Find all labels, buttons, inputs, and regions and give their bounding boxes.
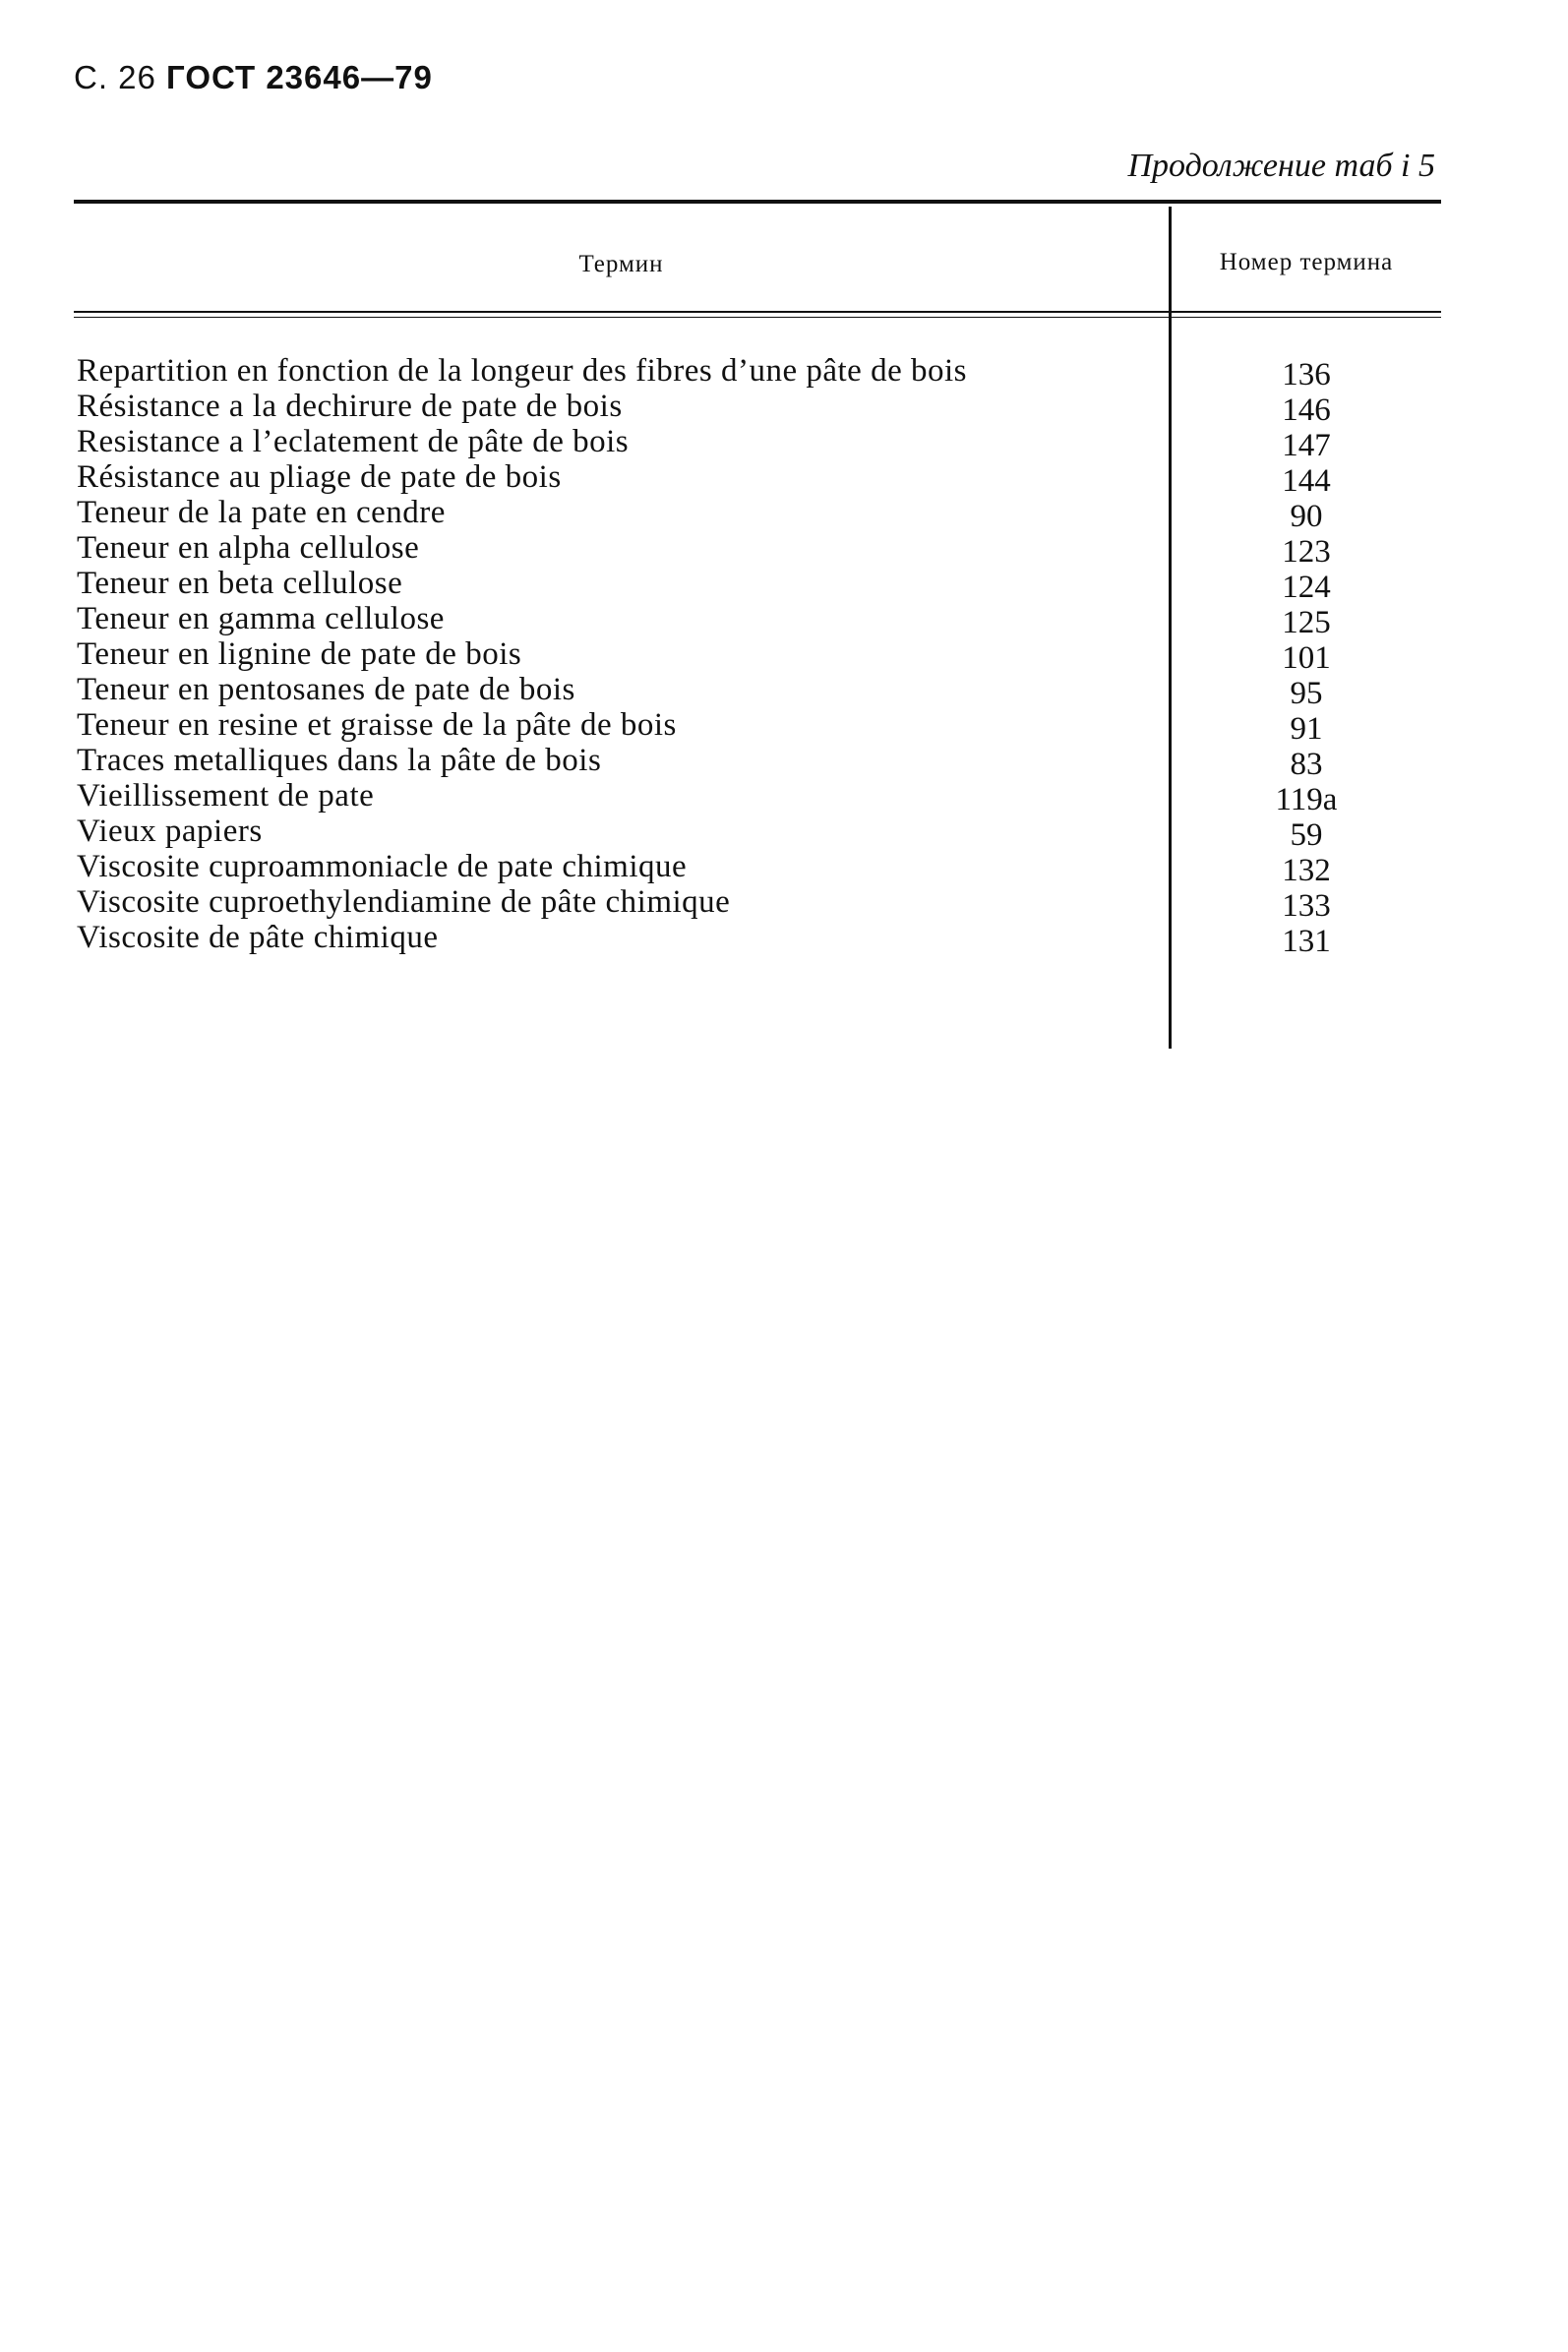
term-cell: Résistance a la dechirure de pate de bois (77, 389, 623, 424)
term-cell: Vieillissement de pate (77, 778, 375, 814)
table-row (77, 495, 1441, 535)
term-number-cell: 95 (1290, 676, 1323, 712)
column-header-term: Термин (578, 251, 664, 277)
term-cell: Viscosite cuproethylendiamine de pâte chimique (77, 884, 731, 920)
table-row (77, 920, 1441, 960)
term-number-cell: 123 (1282, 534, 1331, 571)
standard-code: ГОСТ 23646—79 (166, 59, 433, 95)
term-number-cell: 124 (1282, 570, 1331, 606)
term-cell: Teneur de la pate en cendre (77, 495, 446, 530)
term-number-cell: 144 (1282, 463, 1331, 500)
table-row (77, 707, 1441, 748)
table-row (77, 814, 1441, 854)
term-number-cell: 146 (1282, 392, 1331, 429)
term-table-body (77, 353, 1441, 960)
term-number-cell: 83 (1290, 747, 1323, 783)
table-row (77, 424, 1441, 464)
table-row (77, 530, 1441, 571)
term-cell: Teneur en beta cellulose (77, 566, 403, 601)
column-header-number: Номер термина (1219, 249, 1394, 275)
table-top-rule (74, 200, 1441, 204)
term-cell: Teneur en alpha cellulose (77, 530, 420, 566)
term-cell: Resistance a l’eclatement de pâte de bois (77, 424, 630, 459)
term-cell: Teneur en resine et graisse de la pâte de bois (77, 707, 677, 743)
table-row (77, 459, 1441, 500)
term-number-cell: 90 (1290, 499, 1323, 535)
header-bottom-rule (74, 311, 1441, 313)
term-cell: Teneur en gamma cellulose (77, 601, 445, 636)
term-cell: Viscosite de pâte chimique (77, 920, 439, 955)
term-cell: Teneur en pentosanes de pate de bois (77, 672, 575, 707)
header-bottom-rule-secondary (74, 317, 1441, 318)
term-cell: Teneur en lignine de pate de bois (77, 636, 522, 672)
table-row (77, 353, 1441, 393)
table-row (77, 566, 1441, 606)
term-number-cell: 91 (1290, 711, 1323, 748)
table-row (77, 601, 1441, 641)
term-cell: Vieux papiers (77, 814, 263, 849)
table-row (77, 849, 1441, 889)
table-row (77, 884, 1441, 925)
term-number-cell: 59 (1290, 817, 1323, 854)
page-header (74, 59, 433, 96)
term-number-cell: 136 (1282, 357, 1331, 393)
term-cell: Traces metalliques dans la pâte de bois (77, 743, 602, 778)
term-number-cell: 131 (1282, 924, 1331, 960)
table-continuation-label: Продолжение таб і 5 (1127, 148, 1435, 184)
term-number-cell: 101 (1282, 640, 1331, 677)
term-number-cell: 147 (1282, 428, 1331, 464)
page-number: С. 26 (74, 59, 156, 95)
table-row (77, 672, 1441, 712)
term-number-cell: 119a (1275, 782, 1338, 818)
term-cell: Viscosite cuproammoniacle de pate chimique (77, 849, 688, 884)
term-number-cell: 132 (1282, 853, 1331, 889)
term-number-cell: 125 (1282, 605, 1331, 641)
table-row (77, 743, 1441, 783)
term-number-cell: 133 (1282, 888, 1331, 925)
table-row (77, 778, 1441, 818)
term-cell: Résistance au pliage de pate de bois (77, 459, 562, 495)
table-row (77, 389, 1441, 429)
term-cell: Repartition en fonction de la longeur des fibres d’une pâte de bois (77, 353, 967, 389)
table-row (77, 636, 1441, 677)
